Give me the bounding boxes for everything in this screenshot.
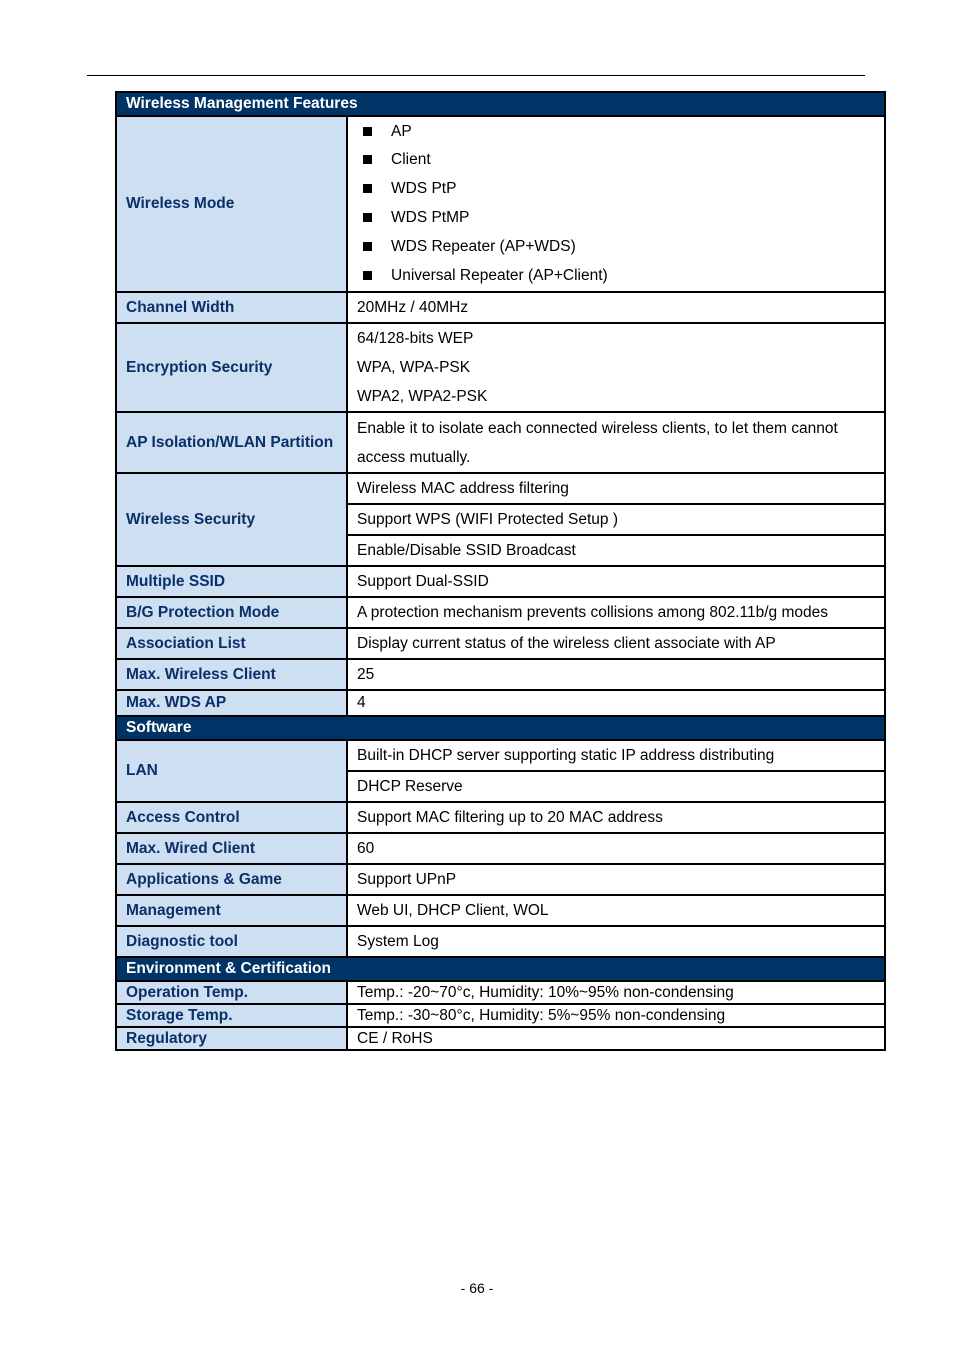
spec-value: Temp.: -30~80°c, Humidity: 5%~95% non-condensing — [347, 1004, 885, 1027]
value-line: WPA2, WPA2-PSK — [357, 388, 488, 405]
spec-label: Encryption Security — [116, 323, 347, 412]
spec-value: Wireless MAC address filtering — [347, 473, 885, 504]
spec-label: Storage Temp. — [116, 1004, 347, 1027]
list-item: WDS Repeater (AP+WDS) — [357, 233, 875, 262]
list-item: AP — [357, 118, 875, 147]
table-row — [116, 1027, 885, 1050]
section-header-software — [116, 716, 885, 740]
spec-value: Enable/Disable SSID Broadcast — [347, 535, 885, 566]
spec-label: Applications & Game — [116, 864, 347, 895]
spec-value: Built-in DHCP server supporting static IP address distributing — [347, 740, 885, 771]
spec-value: 20MHz / 40MHz — [347, 292, 885, 323]
spec-value: Support WPS (WIFI Protected Setup ) — [347, 504, 885, 535]
table-row — [116, 926, 885, 957]
spec-value — [347, 323, 885, 412]
table-row — [116, 740, 885, 771]
spec-label: Operation Temp. — [116, 981, 347, 1004]
table-row — [116, 597, 885, 628]
spec-label: Access Control — [116, 802, 347, 833]
spec-label: Regulatory — [116, 1027, 347, 1050]
spec-value: A protection mechanism prevents collisions among 802.11b/g modes — [347, 597, 885, 628]
table-row — [116, 292, 885, 323]
spec-value — [347, 116, 885, 292]
spec-label: Wireless Security — [116, 473, 347, 566]
table-row — [116, 473, 885, 504]
spec-label: Management — [116, 895, 347, 926]
table-row — [116, 1004, 885, 1027]
spec-label: AP Isolation/WLAN Partition — [116, 412, 347, 473]
spec-label: Max. Wireless Client — [116, 659, 347, 690]
spec-value: Support Dual-SSID — [347, 566, 885, 597]
spec-value: 60 — [347, 833, 885, 864]
spec-label: Max. WDS AP — [116, 690, 347, 716]
section-title: Environment & Certification — [116, 957, 885, 981]
table-row — [116, 864, 885, 895]
spec-value: 25 — [347, 659, 885, 690]
section-header-wireless — [116, 92, 885, 116]
header-rule — [87, 75, 865, 76]
spec-label: Association List — [116, 628, 347, 659]
spec-value: System Log — [347, 926, 885, 957]
spec-value: Web UI, DHCP Client, WOL — [347, 895, 885, 926]
specification-table — [115, 91, 886, 1051]
spec-label: Diagnostic tool — [116, 926, 347, 957]
list-item: WDS PtMP — [357, 204, 875, 233]
table-row — [116, 895, 885, 926]
table-row — [116, 628, 885, 659]
list-item: Client — [357, 146, 875, 175]
table-row — [116, 981, 885, 1004]
table-row — [116, 833, 885, 864]
spec-value — [347, 412, 885, 473]
spec-label: Multiple SSID — [116, 566, 347, 597]
section-header-environment — [116, 957, 885, 981]
table-row — [116, 690, 885, 716]
section-title: Software — [116, 716, 885, 740]
spec-value: Temp.: -20~70°c, Humidity: 10%~95% non-condensing — [347, 981, 885, 1004]
table-row — [116, 659, 885, 690]
list-item: Universal Repeater (AP+Client) — [357, 262, 875, 291]
spec-value: Display current status of the wireless client associate with AP — [347, 628, 885, 659]
spec-label: Wireless Mode — [116, 116, 347, 292]
spec-label: Channel Width — [116, 292, 347, 323]
wireless-mode-list — [357, 118, 875, 291]
table-row — [116, 802, 885, 833]
spec-value: 4 — [347, 690, 885, 716]
page-number: - 66 - — [460, 1280, 494, 1296]
section-title: Wireless Management Features — [116, 92, 885, 116]
table-row — [116, 566, 885, 597]
spec-label: Max. Wired Client — [116, 833, 347, 864]
spec-label: LAN — [116, 740, 347, 802]
value-line: Enable it to isolate each connected wireless clients, to let them cannot — [357, 419, 838, 437]
value-line: 64/128-bits WEP — [357, 330, 474, 347]
table-row — [116, 323, 885, 412]
spec-value: Support MAC filtering up to 20 MAC address — [347, 802, 885, 833]
spec-value: DHCP Reserve — [347, 771, 885, 802]
value-line: access mutually. — [357, 448, 471, 466]
spec-label: B/G Protection Mode — [116, 597, 347, 628]
table-row — [116, 412, 885, 473]
value-line: WPA, WPA-PSK — [357, 359, 471, 376]
spec-value: CE / RoHS — [347, 1027, 885, 1050]
spec-value: Support UPnP — [347, 864, 885, 895]
table-row — [116, 116, 885, 292]
list-item: WDS PtP — [357, 175, 875, 204]
